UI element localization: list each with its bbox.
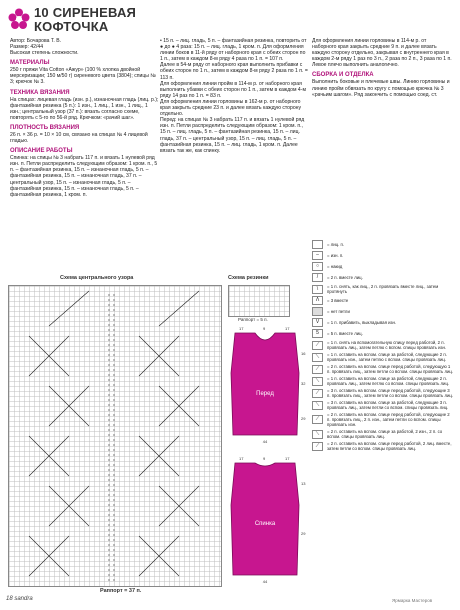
col3-text2: Левое плечо выполнить аналогично. [312,62,399,69]
legend-item: ⟍ = 1 п. оставить на вспом. спице за работой, следующие 2 п. провязать изн., затем петлю с вспом. спицы провязать лиц. [312,352,454,362]
back-dim-2: 9 [263,456,266,461]
front-side-1: 16 [301,351,306,356]
description-text: Спинка: на спицы № 3 набрать 117 п. и вязать 1 нулевой ряд изн. п. Петли распределить следующим образом: 1 кром. п., 5 п. – фантазийная резинка, 15 п. – изнаночная гладь, 5 п. – фантазийная резинка, 15 п. – изнаночная гладь, 37 п. – центральный узор, 15 п. – изнаночная гладь, 5 п. – фантазийная резинка, 15 п. – изнаночная гладь, 5 п. – фантазийная резинка, 1 кром. п. [10,155,158,198]
back-dim-1: 17 [239,456,244,461]
assembly-heading: СБОРКА И ОТДЕЛКА [312,72,374,79]
back-side-1: 13 [301,481,306,486]
col3-text1: Для оформления линии горловины в 114-м р. от наборного края закрыть средние 9 п. и далее вязать каждую сторону отдельно, закрывая с внутреннего края в каждом 2-м ряду 1 раз по 3 п., 2 раза по 2 п., 3 раза по 1 п. [312,38,452,63]
front-pattern-diagram [225,325,305,445]
cable-icon: ⟋ [312,365,323,374]
center-pattern-chart [8,285,222,587]
page-number: 18 sandra [6,596,33,602]
k2tog-icon: / [312,273,323,282]
cable-icon: ⟍ [312,401,323,410]
col2-text3: Для оформления линии пройм в 114-м р. от наборного края выполнить убавки с обеих сторон по 1 п., затем в каждом 4-м ряду 14 раз по 1 п. = 83 п. [160,80,306,99]
front-bottom-dim: 44 [262,439,268,444]
materials-heading: МАТЕРИАЛЫ [10,60,50,67]
legend-item: ⟋ = 1 п. снять на вспомогательную спицу перед работой, 2 п. провязать лиц., затем петлю с вспом. спицы провязать изн. [312,340,454,350]
cable-icon: ⟍ [312,430,323,439]
assembly-text: Выполнить боковые и плечевые швы. Линию горловины и линию пройм обвязать по кругу с помощью крючка № 3 «рачьим шагом». Ряд закончить с помощью соед. ст. [312,79,450,98]
legend-item: V = 1 п. прибавить, выкладывая изн. [312,318,454,327]
center-chart-strokes [9,286,221,586]
technique-text: На спицах: лицевая гладь (изн. р.), изнаночная гладь (лиц. р.); фантазийная резинка (5 п.): 1 изн., 1 лиц., 1 изн., 1 лиц., 1 изн.; центральный узор (37 п.): вязать согласно схеме, повторять с 5-го по 56-й ряд. Крючком: «рачий шаг». [10,96,159,121]
title-line1: СИРЕНЕВАЯ [52,5,137,20]
elastic-rapport: Раппорт = 5 п. [238,317,268,322]
legend-item: ⟋ = 3 п. оставить на вспом. спице перед работой, следующие 3 п. провязать лиц., затем петли со вспом. спицы провязать лиц. [312,388,454,398]
right-column [312,38,452,98]
front-label: Перед [256,391,274,397]
title-line2: КОФТОЧКА [34,19,109,34]
legend-item: ⟋ = 2 п. оставить на вспом. спице перед работой, следующие 2 п. провязать лиц., 2 п. изн., затем петли со вспом. спицы провязать изн. [312,412,454,427]
cable-icon: ⟋ [312,442,323,451]
ssk-icon: \ [312,285,323,294]
difficulty: Высокая степень сложности. [10,50,79,57]
cable-icon: ⟋ [312,415,323,424]
yarn-over-icon: ○ [312,262,323,271]
rapport-caption: Раппорт = 37 п. [100,588,142,594]
front-side-2: 32 [301,381,306,386]
back-bottom-dim: 44 [262,579,268,584]
density-heading: ПЛОТНОСТЬ ВЯЗАНИЯ [10,124,80,131]
watermark-text: Ярмарка Мастеров [392,598,433,603]
technique-heading: ТЕХНИКА ВЯЗАНИЯ [10,89,70,96]
density-text: 26 п. × 36 р. = 10 × 10 см, связано на спицах № 4 лицевой гладью. [10,131,148,145]
title-number: 10 [34,5,49,20]
increase-icon: V [312,318,323,327]
knit-symbol-icon [312,240,323,249]
legend-item: ⟍ = 3 п. оставить на вспом. спице за работой, следующие 3 п. провязать лиц., затем петли со вспом. спицы провязать лиц. [312,400,454,410]
legend-item: 5 = 5 п. вместе лиц. [312,329,454,338]
legend-item: \ = 1 п. снять, как лиц., 2 п. провязать вместе лиц., затем протянуть [312,284,454,294]
cable-icon: ⟋ [312,341,323,350]
legend-item: – = изн. п. [312,251,454,260]
materials-text: 250 г пряжи Vita Cotton «Ажур» (100 % хлопка двойной мерсеризации; 150 м/50 г) сиреневого цвета (3804); спицы № 3; крючок № 3. [10,67,156,86]
three-together-icon: Λ [312,296,323,305]
middle-column [160,38,308,154]
description-heading: ОПИСАНИЕ РАБОТЫ [10,148,73,155]
elastic-chart-caption: Схема резинки [228,275,269,281]
col2-text5: Перед: на спицах № 3 набрать 117 п. и вязать 1 нулевой ряд изн. п. Петли распределить следующим образом: 1 кром. п., 15 п. – лиц. гладь, 5 п. – фантазийная резинка, 15 п. – лиц. гладь, 37 п. – центральный узор, 15 п. – лиц. гладь, 5 п. – фантазийная резинка, 15 п. – лиц. гладь, 1 кром. п. Далее вязать так же, как спинку. [160,117,305,154]
legend-item: ⟋ = 2 п. оставить на вспом. спице перед работой, 2 лиц. вместе, затем петли со вспом. спицы провязать лиц. [312,441,454,451]
back-side-2: 29 [301,531,306,536]
legend-item: ○ = накид [312,262,454,271]
elastic-pattern-chart [228,285,290,317]
front-side-3: 29 [301,416,306,421]
author: Автор: Бочарова Т. В. [10,38,62,44]
page-title [34,6,136,34]
legend-item: ⟋ = 2 п. оставить на вспом. спице перед работой, следующую 1 п. провязать лиц., затем петли со вспом. спицы провязать лиц. [312,364,454,374]
size: Размер: 42/44 [10,44,44,51]
col2-text1: • 15 п. – лиц. гладь, 5 п. – фантазийная резинка, повторить от ● до ● 4 раза: 15 п. – лиц. гладь, 1 кром. п. Для оформления линии боков в 11-й ряду от наборного края с обеих сторон по 1 п., затем в каждом 8-м ряду 4 раза по 1 п. = 107 п. [160,38,307,63]
back-dim-3: 17 [285,456,290,461]
cable-icon: ⟋ [312,389,323,398]
legend-item: ⟍ = 2 п. оставить на вспом. спице за работой, 2 изн., 2 п. со вспом. спицы провязать лиц. [312,429,454,439]
cable-icon: ⟍ [312,353,323,362]
purl-symbol-icon: – [312,251,323,260]
col2-text2: Далее в 54-м ряду от наборного края выполнить прибавки с обеих сторон по 1 п., затем в каждом 8-м ряду 2 раза по 1 п. = 113 п. [160,62,308,81]
front-shape [231,333,299,435]
back-shape [231,463,299,575]
legend-item: Λ = 3 вместе [312,296,454,305]
legend-item: / = 2 п. вместе лиц. [312,273,454,282]
front-dim-1: 17 [239,326,244,331]
back-label: Спинка [254,521,276,527]
no-stitch-icon [312,307,323,316]
left-column [10,38,160,198]
front-dim-3: 17 [285,326,290,331]
legend-item: = лиц. п. [312,240,454,249]
flower-logo-icon [8,8,30,30]
front-dim-2: 9 [263,326,266,331]
legend-item: = нет петли [312,307,454,316]
cable-icon: ⟍ [312,377,323,386]
col2-text4: Для оформления линии горловины в 162-м р. от наборного края закрыть средние 23 п. и далее вязать каждую сторону отдельно. [160,98,302,118]
back-pattern-diagram [225,455,305,585]
symbol-legend [312,240,454,453]
center-chart-caption: Схема центрального узора [60,275,134,281]
legend-item: ⟍ = 1 п. оставить на вспом. спице за работой, следующие 2 п. провязать лиц., затем петлю со вспом. спицы провязать лиц. [312,376,454,386]
cable-marks [29,291,199,581]
five-together-icon: 5 [312,329,323,338]
